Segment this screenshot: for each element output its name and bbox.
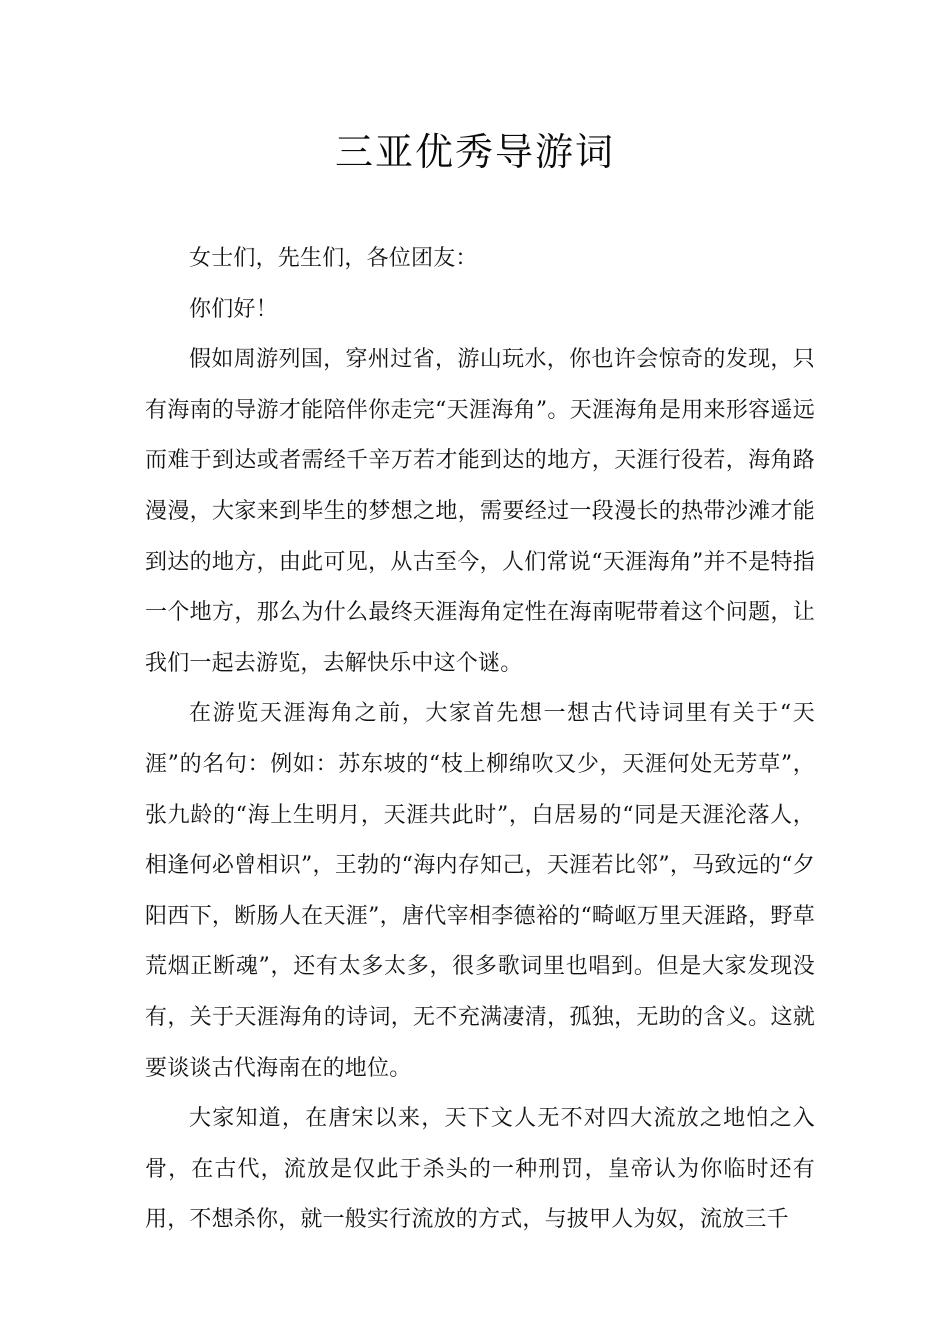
paragraph-intro: 假如周游列国，穿州过省，游山玩水，你也许会惊奇的发现，只有海南的导游才能陪伴你走完“天涯海角”。天涯海角是用来形容遥远而难于到达或者需经千辛万若才能到达的地方，天涯行役若，海角路漫漫，大家来到毕生的梦想之地，需要经过一段漫长的热带沙滩才能到达的地方，由此可见，从古至今，人们常说“天涯海角”并不是特指一个地方，那么为什么最终天涯海角定性在海南呢带着这个问题，让我们一起去游览，去解快乐中这个谜。 xyxy=(145,347,815,676)
paragraph-poems: 在游览天涯海角之前，大家首先想一想古代诗词里有关于“天涯”的名句：例如：苏东坡的“枝上柳绵吹又少，天涯何处无芳草”，张九龄的“海上生明月，天涯共此时”，白居易的“同是天涯沦落人，相逢何必曾相识”，王勃的“海内存知己，天涯若比邻”，马致远的“夕阳西下，断肠人在天涯”，唐代宰相李德裕的“畸岖万里天涯路，野草荒烟正断魂”，还有太多太多，很多歌词里也唱到。但是大家发现没有，关于天涯海角的诗词，无不充满凄清，孤独，无助的含义。这就要谈谈古代海南在的地位。 xyxy=(145,701,815,1081)
paragraph-greeting: 女士们，先生们，各位团友： xyxy=(189,246,478,271)
paragraph-hello: 你们好！ xyxy=(189,296,278,322)
paragraph-exile: 大家知道，在唐宋以来，天下文人无不对四大流放之地怕之入骨，在古代，流放是仅此于杀头的一种刑罚，皇帝认为你临时还有用，不想杀你，就一般实行流放的方式，与披甲人为奴，流放三千 xyxy=(145,1106,815,1233)
document-title: 三亚优秀导游词 xyxy=(334,130,615,174)
document-body xyxy=(145,234,815,1246)
